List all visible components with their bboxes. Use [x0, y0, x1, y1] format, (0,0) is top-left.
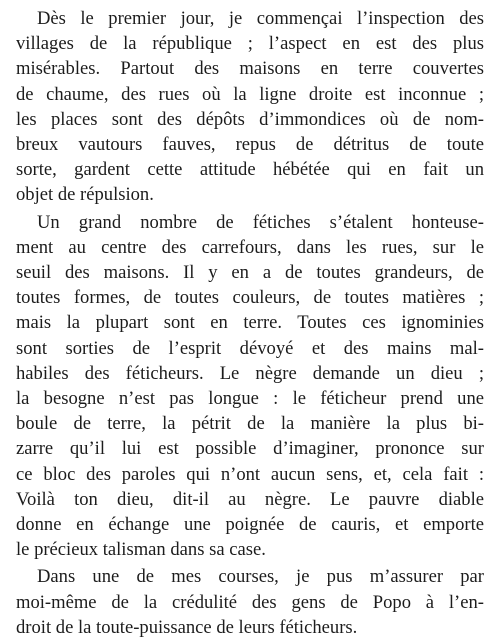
text-line: zarre qu’il lui est possible d’imaginer, prononce sur — [16, 438, 484, 460]
text-line: Un grand nombre de fétiches s’étalent honteuse- — [37, 211, 484, 233]
text-line: Voilà ton dieu, dit-il au nègre. Le pauvre diable — [16, 488, 484, 510]
text-line: droit de la toute-puissance de leurs féticheurs. — [16, 616, 358, 638]
text-line: boule de terre, la pétrit de la manière la plus bi- — [16, 413, 484, 435]
text-line: la besogne n’est pas longue : le féticheur prend une — [16, 388, 484, 410]
text-line: Dans une de mes courses, je pus m’assurer par — [37, 566, 484, 588]
text-line: le précieux talisman dans sa case. — [16, 539, 266, 561]
text-line: ment au centre des carrefours, dans les rues, sur le — [16, 236, 484, 258]
document-page — [16, 6, 484, 642]
text-line: habiles des féticheurs. Le nègre demande un dieu ; — [16, 362, 484, 384]
text-line: toutes formes, de toutes couleurs, de toutes matières ; — [16, 287, 484, 309]
paragraph-3 — [16, 564, 484, 640]
text-line: ce bloc des paroles qui n’ont aucun sens, et, cela fait : — [16, 463, 484, 485]
text-line: de chaume, des rues où la ligne droite est inconnue ; — [16, 83, 484, 105]
paragraph-2 — [16, 210, 484, 563]
text-line: misérables. Partout des maisons en terre couvertes — [16, 58, 484, 80]
text-line: donne en échange une poignée de cauris, et emporte — [16, 514, 484, 536]
text-line: objet de répulsion. — [16, 184, 154, 206]
text-line: seuil des maisons. Il y en a de toutes grandeurs, de — [16, 262, 484, 284]
paragraph-1 — [16, 6, 484, 208]
text-line: sorte, gardent cette attitude hébétée qui en fait un — [16, 159, 484, 181]
text-line: villages de la république ; l’aspect en est des plus — [16, 33, 484, 55]
text-line: les places sont des dépôts d’immondices où de nom- — [16, 108, 484, 130]
text-line: breux vautours fauves, repus de détritus de toute — [16, 134, 484, 156]
text-line: sont sorties de l’esprit dévoyé et des mains mal- — [16, 337, 484, 359]
text-line: moi-même de la crédulité des gens de Popo à l’en- — [16, 591, 484, 613]
text-line: mais la plupart sont en terre. Toutes ces ignominies — [16, 312, 484, 334]
text-line: Dès le premier jour, je commençai l’inspection des — [37, 8, 484, 29]
